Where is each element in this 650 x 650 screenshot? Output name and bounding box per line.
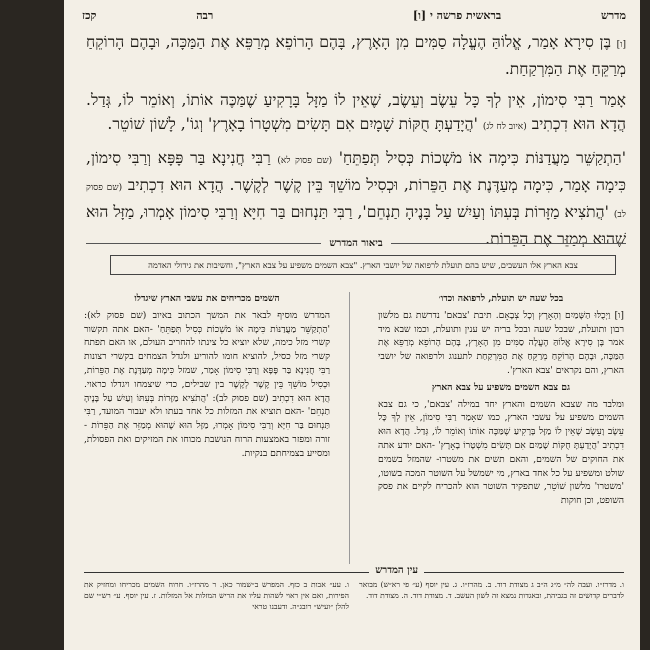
commentary-title: ביאור המדרש <box>329 237 383 249</box>
main-text <box>86 30 626 258</box>
header-title-right: מדרש <box>600 8 626 22</box>
section-marker: [ו] <box>616 40 626 50</box>
footnotes-right: ו. מדרז״ו. ועבה לה״ מ״ג ה״ב ג מצודת דוד. ב. מהרז״ו. ג. עין יוסף (ע״ פי רא״ש) מבואר לדברים קדושים זה בגביהת, ובאגדות נמצא זה לשון העשב. ד. מצודת דוד. ה. מצודת דוד. <box>359 580 624 600</box>
source-ref: (איוב לח לג) <box>482 122 527 132</box>
main-paragraph-1 <box>86 30 626 81</box>
running-header <box>82 6 626 24</box>
footnotes-left: ו. עע״ אבות ב כזף. המפרש ב״שמור כאן. ר מהרז״ו. חרוח השמים מכריחו ומחזיק את הפירות, ואם אין ראוי לשהות עליו את הריש המזלות אל המזלות. ז. עין יוסף. ע״ רש״י שם להלן ״ועיש״ רובג״ה. ודעבנו טראי <box>84 580 349 611</box>
commentary-paragraph: ומלבד מה שצבא השמים והארץ יחד במילה 'צבאם', כי גם צבא השמים משפיע על עשבי הארץ, כמו שאָמַר רַבִּי סִימוֹן, אֵין לְךָ כָּל עֵשֶׂב וָעֵשֶׂב שֶׁאֵין לוֹ מַזָּל בָּרָקִיעַ שֶׁמַּכֶּה אוֹתוֹ וְאוֹמֵר לוֹ, גְּדַל. הֲדָא הוּא דִכְתִיב 'הֲיָדַעְתָּ חֻקּוֹת שָׁמַיִם אִם תָּשִׂים מִשְׁטָרוֹ בָאָרֶץ' -האם יודע אתה את החוקים של השמים, והאם תשים את משטרו- שהמזל בשמים שולט ומשפיע על כל אחד בארץ, מי ישמשל על השוטר המכה בשוטו, 'משטרו' מלשון שׁוֹטֵר, שתפקיד השוטר הוא להכריח לקיים את פסק השופט, וכן חוקות <box>378 398 624 507</box>
header-title-left: רבה <box>196 8 214 22</box>
paragraph-3-text: רַבִּי חֲנִינָא בַּר פָּפָּא וְרַבִּי סִימוֹן, כִּימָה אָמַר, כִּימָה מְעַדֶּנֶת אֶת הַפֵּרוֹת, וּכְסִיל מוֹשֵׁךְ בֵּין קֶשֶׁר לְקֶשֶׁר. הֲדָא הוּא דִכְתִיב <box>86 149 626 194</box>
commentary-divider <box>86 236 626 250</box>
commentary-subtitle: גם צבא השמים משפיע על צבא הארץ <box>431 381 571 393</box>
header-parasha: בראשית פרשה י [ו] <box>412 8 502 22</box>
commentary-right-column <box>378 292 624 562</box>
paragraph-2-text: אָמַר רַבִּי סִימוֹן, אֵין לְךָ כָּל עֵשֶׂב וְעֵשֶׂב, שֶׁאֵין לוֹ מַזָּל בָּרָקִיעַ שֶׁמַּכֶּה אוֹתוֹ, וְאוֹמֵר לוֹ, גְּדַל. הֲדָא הוּא דִכְתִיב <box>86 91 626 133</box>
divider-line <box>86 243 321 244</box>
commentary-subtitle: בכל שעה יש תועלת, לרפואה וכדו׳ <box>438 293 564 304</box>
main-paragraph-2 <box>86 88 626 139</box>
page-number: קכז <box>82 8 97 22</box>
paragraph-1-text: בֶּן סִירָא אָמַר, אֱלוֹהַּ הֶעֱלָה סַמִּים מִן הָאָרֶץ, בָּהֶם הָרוֹפֵא מְרַפֵּא אֶת הַמַּכָּה, וּבָהֶם הָרוֹקֵחַ מְרַקֵּחַ אֶת הַמִּרְקַחַת. <box>86 33 626 78</box>
source-ref: (שם פסוק לב) <box>86 183 626 220</box>
commentary-paragraph: [ו] וַיְכֻלּוּ הַשָּׁמַיִם וְהָאָרֶץ וְכָל צְבָאָם. תיבת 'צבאם' נדרשת גם מלשון רבון ותועלת, שבכל שעה ובכל בריה יש ענין ותועלת, וכמו שבא מיד אמר בֶּן סִירָא אֱלוֹהַּ הֶעֱלָה סַמִּים מִן הָאָרֶץ, בָּהֶם הָרוֹפֵא מְרַפֵּא אֶת הַמַּכָּה, וּבָהֶם הָרוֹקֵחַ מְרַקֵּחַ אֶת הַמִּרְקַחַת לתענוג ולרפואה של יושבי הארץ, והם נקראים 'צבא הארץ'. <box>378 309 624 376</box>
footnotes-section <box>84 565 624 611</box>
footnotes-title: עין המדרש <box>369 565 424 576</box>
paragraph-3-conclusion: 'הֲתֹצִיא מַזָּרוֹת בְּעִתּוֹ וְעַיִשׁ עַל בָּנֶיהָ תַנְחֵם', רַבִּי תַּנְחוּם בַּר חִיָּא וְרַבִּי סִימוֹן אָמְרוּ, מַזָּל הוּא שֶׁהוּא מְמַזֵּר אֶת הַפֵּרוֹת. <box>86 203 626 248</box>
commentary-paragraph: המדרש מוסיף לבאר את המשך הכתוב באיוב (שם פסוק לא): 'הַתְקַשֵּׁר מַעֲדַנּוֹת כִּימָה אוֹ מֹשְׁכוֹת כְּסִיל תְּפַתֵּחַ' -האם אתה תקשור קשרי מזל כימה, שלא יוציא כל צינתו להחריב העולם, או האם תפתח קשרי מזל כסיל, להוציא חומו להוריע ולגדל הצמחים בקשרי רצונות רַבִּי חֲנִינָא בַּר פָּפָּא וְרַבִּי סִימוֹן אָמַר, שמזל כִּימָה מְעַדֶּנֶת אֶת הַפֵּרוֹת, וּכְסִיל מוֹשֵׁךְ בֵּין קֶשֶׁר לְקֶשֶׁר בין שבילים, כדי שיצמחו ויגדלו כראוי. הֲדָא הוּא דִכְתִיב (שם פסוק לב): 'הֲתֹצִיא מַזָּרוֹת בְּעִתּוֹ וְעַיִשׁ עַל בָּנֶיהָ תַנְחֵם' -האם תוציא את המזלות כל אחד בעתו ולא יעבור המועד, רַבִּי תַּנְחוּם בַּר חִיָּא וְרַבִּי סִימוֹן אָמְרוּ, מַזָּל הוּא שֶׁהוּא מְמַזֵּר אֶת הַפֵּרוֹת -זורה ומפזר באמצעות הרוח הנושבת מכוחו את המזיקים ואת הפסולת, ומסייע בצמיחתם בנקיות. <box>84 309 330 459</box>
commentary-left-column <box>84 292 330 562</box>
column-separator <box>349 292 350 564</box>
book-page <box>64 0 640 650</box>
commentary-subtitle: השמים מכריחים את עשבי הארץ שיגדלו <box>134 293 280 304</box>
paragraph-2-verse: 'הֲיָדַעְתָּ חֻקּוֹת שָׁמָיִם אִם תָּשִׂים מִשְׁטָרוֹ בָאָרֶץ' וְגוֹ', לָשׁוֹן שׁוֹטֵר. <box>107 115 478 133</box>
source-ref: (שם פסוק לא) <box>277 156 333 166</box>
summary-box: צבא הארץ אלו העשבים, שיש בהם תועלת לרפואה של יושבי הארץ. "צבא השמים משפיע על צבא הארץ", וחשיבות את גידולי האדמה <box>110 255 616 275</box>
divider-line <box>391 243 626 244</box>
paragraph-3-verse: 'הַתְקַשֵּׁר מַעֲדַנּוֹת כִּימָה אוֹ מֹשְׁכוֹת כְּסִיל תְּפַתֵּחַ' <box>338 149 626 167</box>
